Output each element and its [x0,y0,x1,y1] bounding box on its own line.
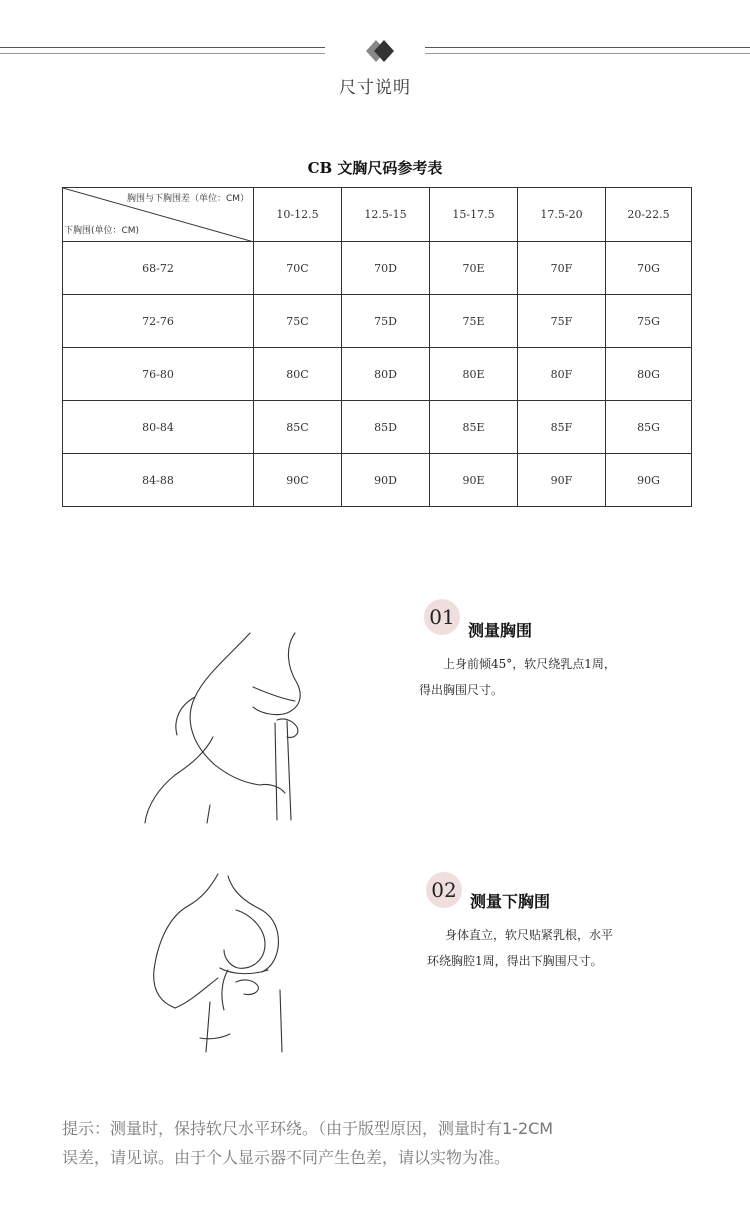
header-divider-left-thin [0,53,325,54]
step-desc-line: 上身前倾45°，软尺绕乳点1周， [443,657,616,671]
column-header: 10-12.5 [254,188,342,242]
step-description [419,651,616,703]
size-cell: 75C [254,295,342,348]
size-cell: 80F [518,348,606,401]
size-cell: 70C [254,242,342,295]
size-cell: 85E [430,401,518,454]
header-divider-right-thin [425,53,750,54]
size-cell: 85F [518,401,606,454]
row-header-underbust: 76-80 [63,348,254,401]
size-cell: 85C [254,401,342,454]
size-cell: 90E [430,454,518,507]
tip-line: 误差，请见谅。由于个人显示器不同产生色差，请以实物为准。 [62,1148,511,1167]
step-number: 02 [431,878,457,902]
table-row [63,401,692,454]
table-corner-cell [63,188,254,242]
row-header-underbust: 80-84 [63,401,254,454]
table-row [63,242,692,295]
header-divider-left [0,47,325,48]
corner-label-difference: 胸围与下胸围差（单位：CM） [126,194,249,204]
step-desc-line: 身体直立，软尺贴紧乳根，水平 [445,928,614,942]
step-desc-line: 得出胸围尺寸。 [419,683,504,697]
page-title: 尺寸说明 [339,78,411,98]
table-row [63,295,692,348]
step-title: 测量下胸围 [470,892,551,911]
size-cell: 70F [518,242,606,295]
step-number: 01 [429,605,455,629]
column-header: 20-22.5 [606,188,692,242]
size-chart-table [62,187,692,507]
size-cell: 75E [430,295,518,348]
diamond-ornament-icon [352,37,398,65]
tip-note [62,1114,702,1172]
table-title: CB 文胸尺码参考表 [307,159,443,177]
table-row [63,454,692,507]
size-cell: 80C [254,348,342,401]
size-cell: 80G [606,348,692,401]
size-cell: 85D [342,401,430,454]
size-cell: 90C [254,454,342,507]
table-row [63,348,692,401]
size-cell: 80E [430,348,518,401]
size-cell: 70E [430,242,518,295]
step-number-badge [424,599,460,635]
corner-label-underbust: 下胸围(单位：CM) [64,226,140,236]
size-cell: 70G [606,242,692,295]
bust-measurement-illustration [135,625,335,825]
size-cell: 90D [342,454,430,507]
size-cell: 75D [342,295,430,348]
size-cell: 75G [606,295,692,348]
size-cell: 90F [518,454,606,507]
row-header-underbust: 84-88 [63,454,254,507]
step-title: 测量胸围 [468,621,533,640]
size-cell: 90G [606,454,692,507]
size-cell: 75F [518,295,606,348]
table-header-row [63,188,692,242]
column-header: 12.5-15 [342,188,430,242]
size-cell: 80D [342,348,430,401]
step-number-badge [426,872,462,908]
underbust-measurement-illustration [140,870,330,1055]
size-cell: 70D [342,242,430,295]
row-header-underbust: 72-76 [63,295,254,348]
column-header: 15-17.5 [430,188,518,242]
column-header: 17.5-20 [518,188,606,242]
row-header-underbust: 68-72 [63,242,254,295]
step-description [427,922,613,974]
step-desc-line: 环绕胸腔1周，得出下胸围尺寸。 [427,954,603,968]
header-divider-right [425,47,750,48]
tip-line: 提示：测量时，保持软尺水平环绕。（由于版型原因，测量时有1-2CM [62,1119,554,1138]
size-cell: 85G [606,401,692,454]
